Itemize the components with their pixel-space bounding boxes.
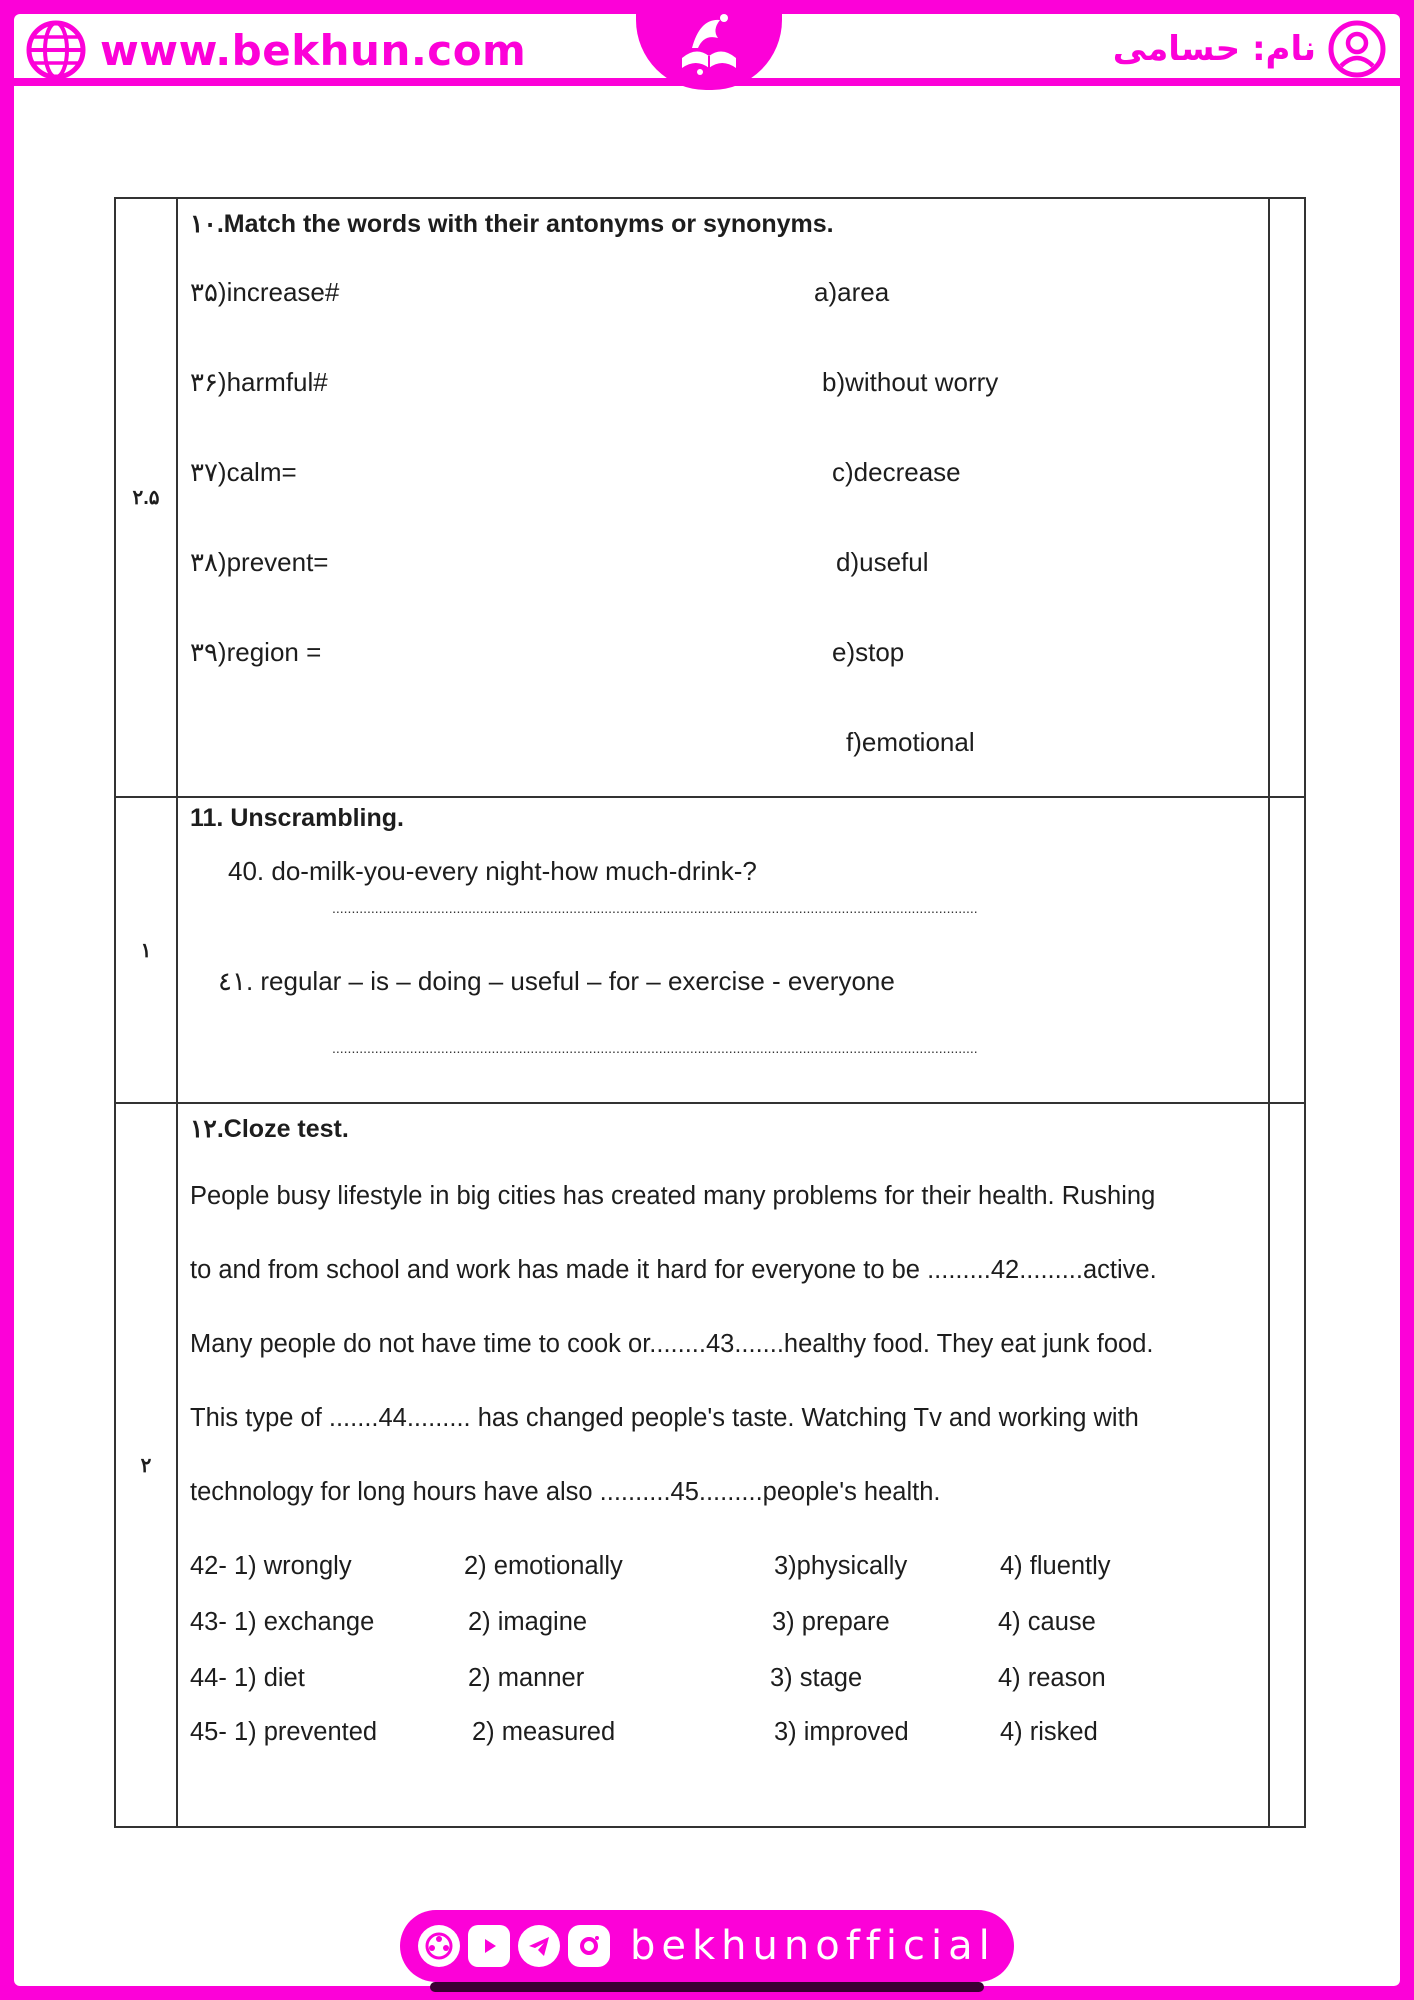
- option: 2) emotionally: [464, 1552, 623, 1580]
- question-11-row: [115, 797, 1305, 1103]
- passage-line: People busy lifestyle in big cities has created many problems for their health. Rushing: [190, 1182, 1156, 1210]
- match-right-item: e)stop: [832, 637, 905, 667]
- blank-cell: [1269, 797, 1305, 1103]
- telegram-icon[interactable]: [518, 1925, 560, 1967]
- match-left-item: ۳۸)prevent=: [190, 547, 329, 577]
- exam-table: [114, 197, 1306, 1828]
- question-title: 11. Unscrambling.: [190, 804, 404, 832]
- option: 3) prepare: [772, 1608, 890, 1636]
- name-label: نام: حسامی: [1112, 29, 1316, 69]
- option: 43- 1) exchange: [190, 1608, 375, 1636]
- instagram-icon[interactable]: [568, 1925, 610, 1967]
- option: 4) cause: [998, 1608, 1096, 1636]
- match-right-item: d)useful: [836, 547, 929, 577]
- match-right-item: c)decrease: [832, 457, 961, 487]
- answer-line[interactable]: ......................................................................................................................................................................: [332, 900, 978, 916]
- option: 3) stage: [770, 1664, 863, 1692]
- header-bar: [0, 0, 1414, 90]
- book-logo-icon: [674, 8, 744, 82]
- option: 2) manner: [468, 1664, 585, 1692]
- blank-cell: [1269, 1103, 1305, 1827]
- globe-icon: [26, 20, 86, 80]
- youtube-icon[interactable]: [468, 1925, 510, 1967]
- match-left-item: ۳۶)harmful#: [190, 367, 328, 397]
- unscramble-item: ٤١. regular – is – doing – useful – for – exercise - everyone: [218, 966, 895, 996]
- social-handle[interactable]: bekhunofficial: [630, 1923, 996, 1969]
- site-link[interactable]: [26, 20, 526, 80]
- passage-line: to and from school and work has made it hard for everyone to be .........42.........active.: [190, 1256, 1157, 1284]
- question-title: ۱۲.Cloze test.: [190, 1115, 349, 1143]
- passage-line: technology for long hours have also ..........45.........people's health.: [190, 1478, 941, 1506]
- option: 2) imagine: [468, 1608, 588, 1636]
- match-right-item: f)emotional: [846, 727, 975, 757]
- question-title: ۱۰.Match the words with their antonyms or synonyms.: [190, 210, 834, 238]
- question-11-content: [177, 797, 1269, 1103]
- match-left-item: ۳۷)calm=: [190, 457, 297, 487]
- question-10-content: [177, 198, 1269, 797]
- student-name: [1113, 20, 1386, 78]
- film-reel-icon[interactable]: [418, 1925, 460, 1967]
- footer-shadow: [430, 1982, 984, 1992]
- option: 3)physically: [774, 1552, 908, 1580]
- option: 45- 1) prevented: [190, 1718, 378, 1746]
- option: 2) measured: [472, 1718, 616, 1746]
- match-left-item: ۳۹)region =: [190, 637, 322, 667]
- option: 42- 1) wrongly: [190, 1552, 352, 1580]
- social-footer: [400, 1910, 1014, 1982]
- unscramble-item: 40. do-milk-you-every night-how much-drink-?: [228, 856, 757, 886]
- user-icon: [1328, 20, 1386, 78]
- question-12-content: [177, 1103, 1269, 1827]
- passage-line: This type of .......44......... has changed people's taste. Watching Tv and working with: [190, 1404, 1139, 1432]
- option: 4) reason: [998, 1664, 1106, 1692]
- brand-logo: [636, 0, 782, 90]
- match-left-item: ۳۵)increase#: [190, 277, 340, 307]
- option: 44- 1) diet: [190, 1664, 305, 1692]
- website-url[interactable]: www.bekhun.com: [100, 25, 527, 75]
- score-cell: ۱: [115, 797, 177, 1103]
- blank-cell: [1269, 198, 1305, 797]
- match-right-item: a)area: [814, 277, 890, 307]
- question-12-row: [115, 1103, 1305, 1827]
- match-right-item: b)without worry: [822, 367, 999, 397]
- question-10-row: [115, 198, 1305, 797]
- option: 4) fluently: [1000, 1552, 1111, 1580]
- score-cell: ۲: [115, 1103, 177, 1827]
- option: 4) risked: [1000, 1718, 1098, 1746]
- passage-line: Many people do not have time to cook or........43.......healthy food. They eat junk food.: [190, 1330, 1154, 1358]
- option: 3) improved: [774, 1718, 909, 1746]
- answer-line[interactable]: ......................................................................................................................................................................: [332, 1040, 978, 1056]
- score-cell: ۲.۵: [115, 198, 177, 797]
